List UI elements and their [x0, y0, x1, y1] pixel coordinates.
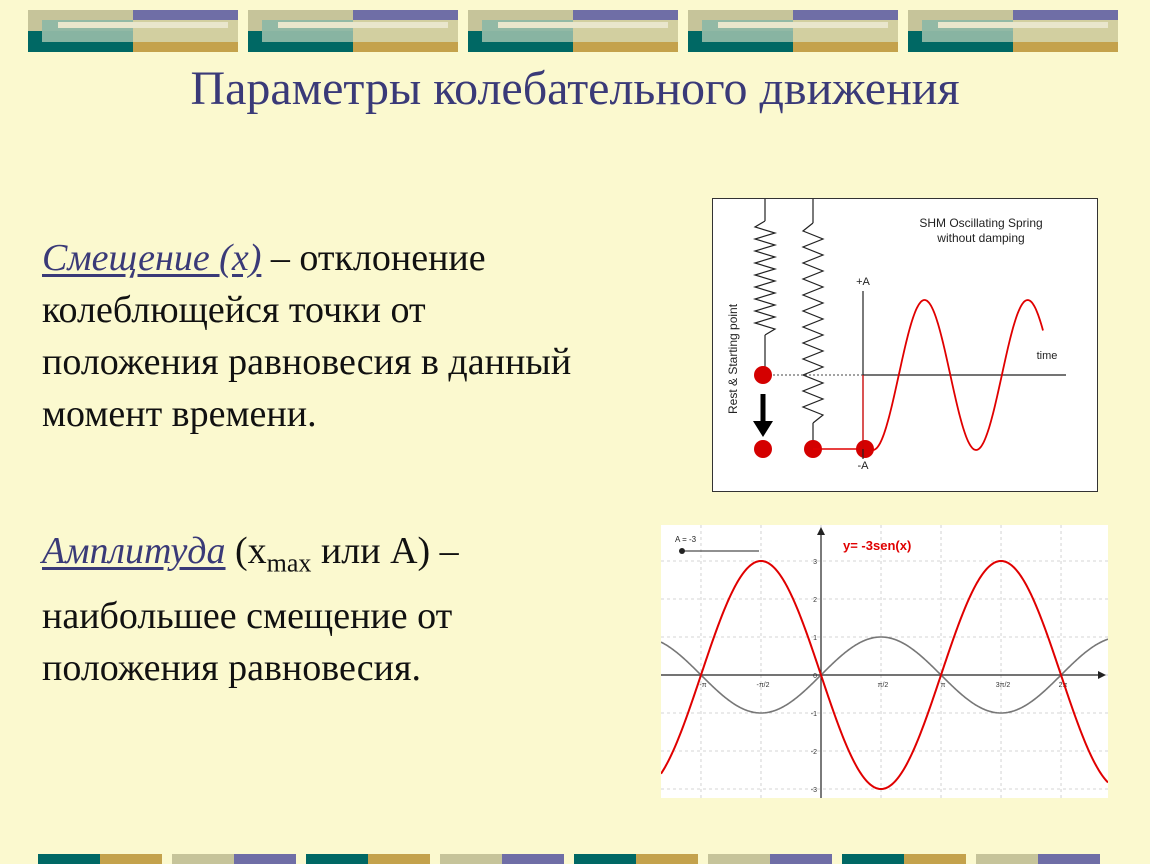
spring-coil — [803, 223, 823, 423]
time-axis-label: time — [1036, 350, 1058, 362]
spring-coil — [755, 221, 775, 335]
rest-starting-point-label: Rest & Starting point — [726, 303, 740, 414]
graph-tick-labels — [699, 559, 1067, 794]
x-tick-label: -π — [699, 682, 707, 689]
x-tick-label: π/2 — [877, 682, 889, 689]
graph-grid — [661, 525, 1108, 798]
footer-bar — [172, 854, 234, 864]
mass-ball-rest — [754, 366, 772, 384]
y-axis-arrow-icon — [817, 527, 825, 535]
footer-bar — [636, 854, 698, 864]
graph-axes — [661, 527, 1106, 798]
mass-ball-stretched — [754, 440, 772, 458]
spring-shm-figure — [712, 198, 1098, 492]
spring-caption-line2: without damping — [937, 231, 1025, 245]
y-tick-label: 2 — [813, 597, 817, 604]
down-arrow-icon — [753, 421, 773, 437]
decor-block — [248, 10, 458, 52]
equation-label: y= -3sen(x) — [843, 538, 912, 553]
footer-bar — [574, 854, 636, 864]
amplitude-symbol-rest: или А) – — [311, 530, 459, 572]
decor-block — [28, 10, 238, 52]
footer-bar — [440, 854, 502, 864]
footer-bar — [306, 854, 368, 864]
graph-start-ball — [856, 440, 874, 458]
footer-bar — [100, 854, 162, 864]
y-tick-label: 1 — [813, 635, 817, 642]
amplitude-symbol-open: (x — [235, 530, 267, 572]
footer-bar — [708, 854, 770, 864]
amplitude-term: Амплитуда — [42, 530, 226, 572]
footer-bar — [38, 854, 100, 864]
plus-a-label: +A — [856, 276, 870, 288]
displacement-def-line: положения равновесия в данный — [42, 341, 572, 383]
amplitude-def-line: положения равновесия. — [42, 646, 421, 689]
slide-title: Параметры колебательного движения — [190, 62, 960, 115]
minus-a-label: -A — [857, 460, 869, 472]
y-tick-label: -2 — [810, 749, 817, 756]
displacement-term: Смещение (х) — [42, 237, 262, 279]
y-tick-label: -3 — [810, 787, 817, 794]
footer-bar — [976, 854, 1038, 864]
footer-bar — [904, 854, 966, 864]
x-tick-label: π — [940, 682, 946, 689]
footer-bar — [234, 854, 296, 864]
spring-caption-line1: SHM Oscillating Spring — [919, 216, 1043, 230]
footer-bar — [770, 854, 832, 864]
x-axis-arrow-icon — [1098, 671, 1106, 679]
displacement-def-line: момент времени. — [42, 393, 317, 435]
amplitude-symbol — [235, 530, 459, 578]
footer-bar — [1038, 854, 1100, 864]
footer-bar — [368, 854, 430, 864]
slider-label: A = -3 — [675, 535, 697, 544]
decor-block — [688, 10, 898, 52]
y-tick-label: 0 — [813, 673, 817, 680]
amplitude-def-line: наибольшее смещение от — [42, 594, 453, 637]
footer-bar — [502, 854, 564, 864]
x-tick-label: 3π/2 — [995, 682, 1011, 689]
amplitude-symbol-sub: max — [266, 548, 312, 578]
y-tick-label: 3 — [813, 559, 817, 566]
decor-block — [908, 10, 1118, 52]
decor-block — [468, 10, 678, 52]
x-tick-label: 2π — [1058, 682, 1068, 689]
displacement-def-line: – отклонение — [270, 237, 486, 279]
amplitude-paragraph — [42, 525, 459, 694]
y-tick-label: -1 — [810, 711, 817, 718]
x-tick-label: -π/2 — [756, 682, 770, 689]
amplitude-graph — [661, 525, 1108, 798]
footer-bar — [842, 854, 904, 864]
displacement-def-line: колеблющейся точки от — [42, 289, 426, 331]
displacement-paragraph — [42, 232, 571, 440]
